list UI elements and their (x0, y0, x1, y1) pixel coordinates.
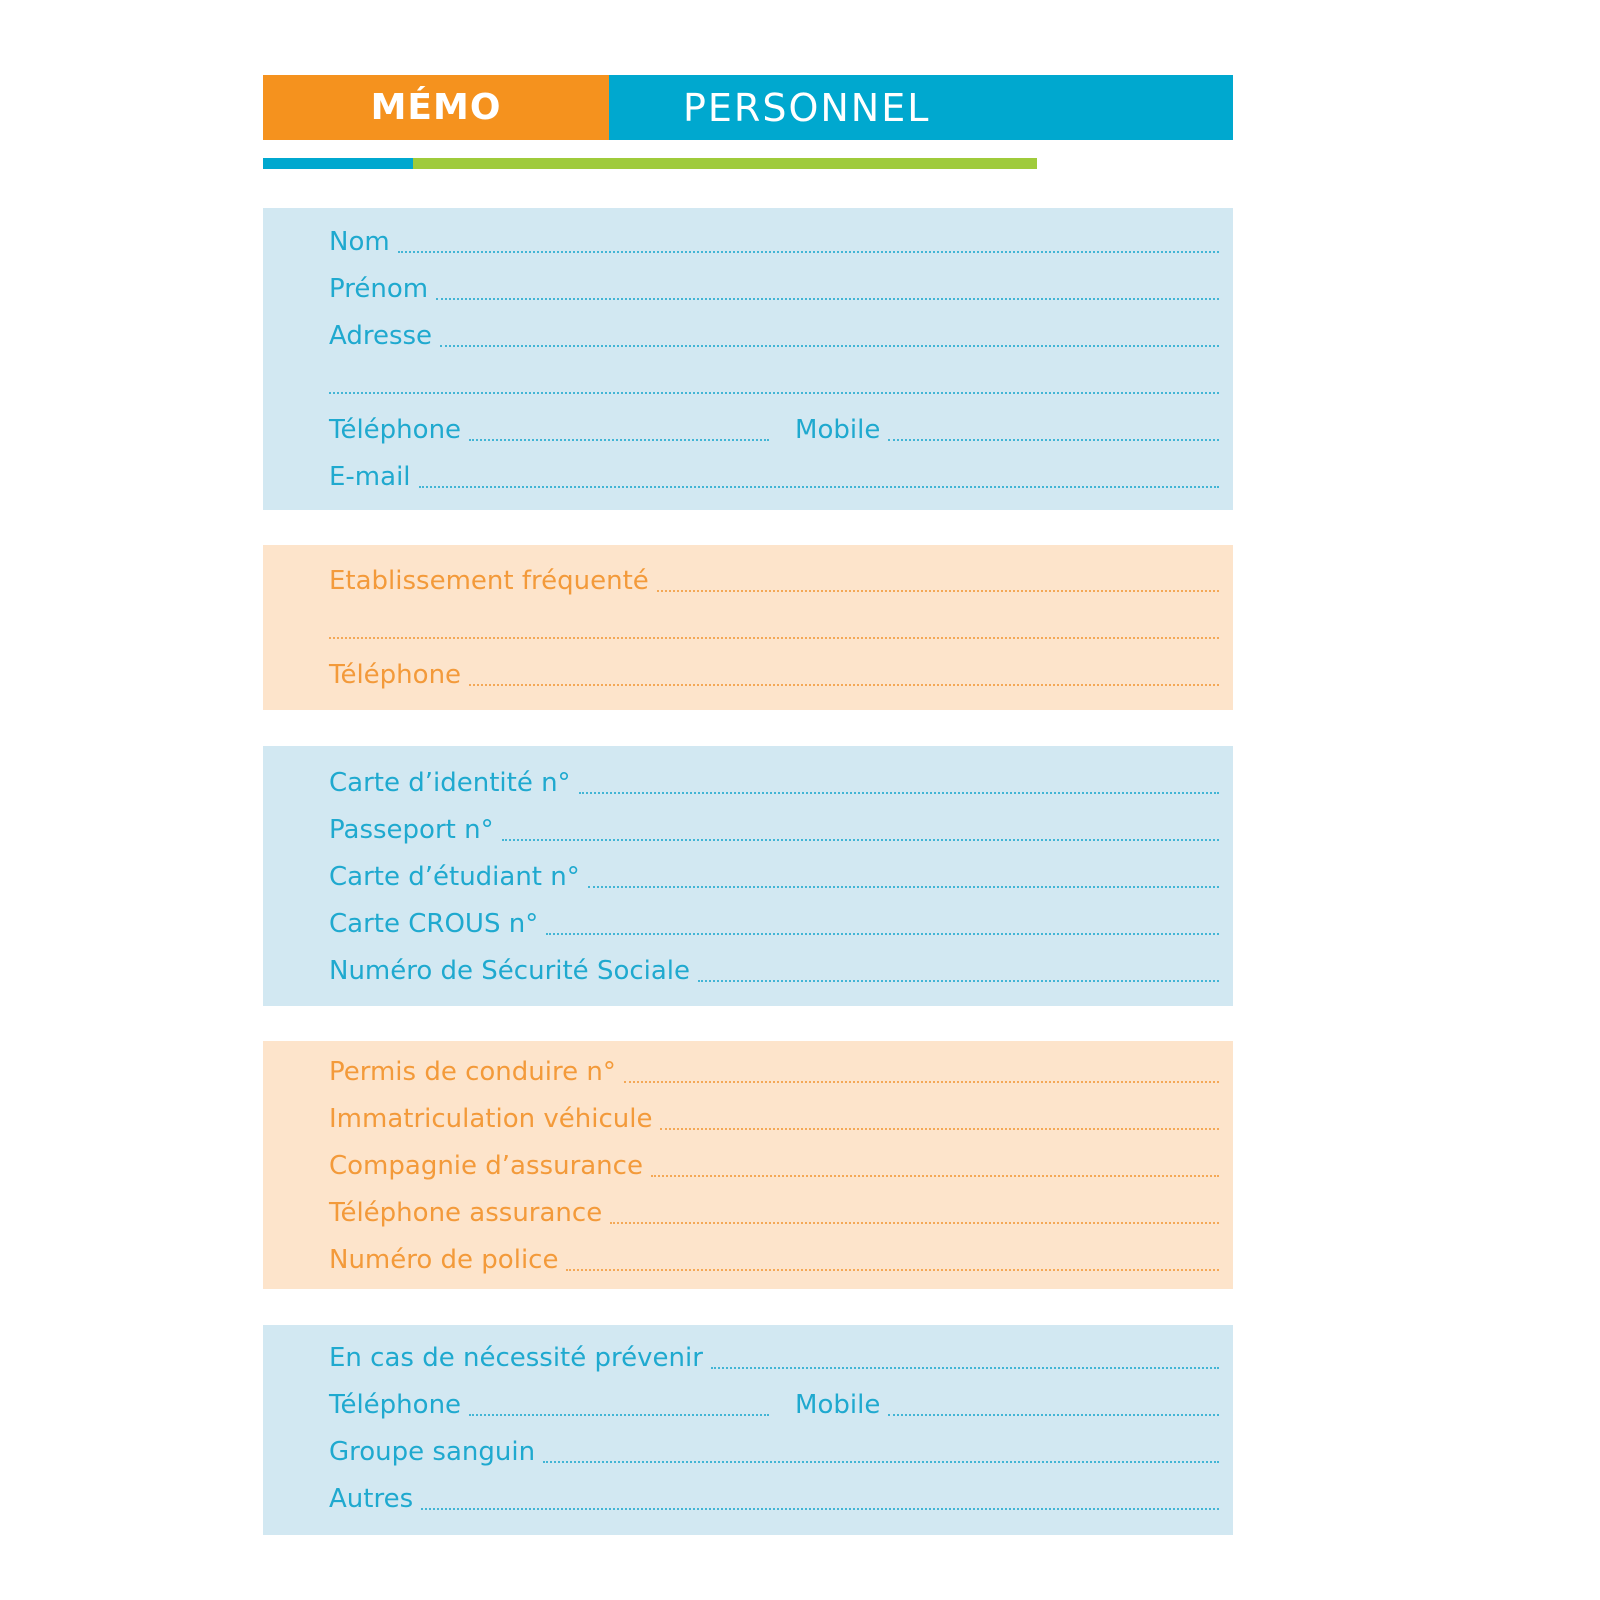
header-memo: MÉMO (263, 75, 609, 140)
prevenir-row[interactable] (329, 1339, 1219, 1373)
adresse-field-2[interactable] (329, 392, 1219, 394)
prevenir-label: En cas de nécessité prévenir (329, 1343, 703, 1373)
school-telephone-row[interactable] (329, 656, 1219, 690)
permis-label: Permis de conduire n° (329, 1057, 616, 1087)
documents-section (263, 746, 1233, 1006)
adresse-label: Adresse (329, 321, 433, 351)
tel-assurance-row[interactable] (329, 1194, 1219, 1228)
vehicle-section (263, 1041, 1233, 1289)
police-row[interactable] (329, 1241, 1219, 1275)
etablissement-row[interactable] (329, 562, 1219, 596)
autres-row[interactable] (329, 1480, 1219, 1514)
secu-label: Numéro de Sécurité Sociale (329, 956, 691, 986)
email-row[interactable] (329, 458, 1219, 492)
mobile-label: Mobile (795, 415, 881, 445)
passeport-field[interactable] (502, 839, 1219, 841)
school-telephone-label: Téléphone (329, 660, 462, 690)
emergency-mobile-field[interactable] (888, 1414, 1219, 1416)
emergency-telephone-label: Téléphone (329, 1390, 462, 1420)
identity-section (263, 208, 1233, 510)
carte-crous-row[interactable] (329, 905, 1219, 939)
email-label: E-mail (329, 462, 411, 492)
telephone-field[interactable] (469, 439, 769, 441)
immatriculation-label: Immatriculation véhicule (329, 1104, 653, 1134)
carte-etudiant-field[interactable] (588, 886, 1219, 888)
compagnie-label: Compagnie d’assurance (329, 1151, 643, 1181)
prenom-label: Prénom (329, 274, 429, 304)
carte-crous-label: Carte CROUS n° (329, 909, 539, 939)
etablissement-label: Etablissement fréquenté (329, 566, 649, 596)
carte-etudiant-label: Carte d’étudiant n° (329, 862, 580, 892)
autres-label: Autres (329, 1484, 414, 1514)
emergency-section (263, 1325, 1233, 1535)
immatriculation-row[interactable] (329, 1100, 1219, 1134)
immatriculation-field[interactable] (660, 1128, 1219, 1130)
header-personnel: PERSONNEL (609, 75, 1233, 140)
passeport-label: Passeport n° (329, 815, 494, 845)
emergency-telephone-row[interactable] (329, 1386, 1219, 1420)
etablissement-field[interactable] (657, 590, 1219, 592)
etablissement-row-2[interactable] (329, 609, 1219, 643)
prenom-row[interactable] (329, 270, 1219, 304)
carte-crous-field[interactable] (546, 933, 1219, 935)
autres-field[interactable] (421, 1508, 1219, 1510)
carte-identite-field[interactable] (579, 792, 1219, 794)
carte-etudiant-row[interactable] (329, 858, 1219, 892)
prevenir-field[interactable] (711, 1367, 1219, 1369)
carte-identite-row[interactable] (329, 764, 1219, 798)
adresse-row[interactable] (329, 317, 1219, 351)
school-section (263, 545, 1233, 710)
emergency-mobile-label: Mobile (795, 1390, 881, 1420)
tel-assurance-field[interactable] (610, 1222, 1219, 1224)
passeport-row[interactable] (329, 811, 1219, 845)
nom-row[interactable] (329, 223, 1219, 257)
carte-identite-label: Carte d’identité n° (329, 768, 571, 798)
police-label: Numéro de police (329, 1245, 559, 1275)
accent-bar-blue (263, 158, 413, 169)
police-field[interactable] (566, 1269, 1219, 1271)
adresse-row-2[interactable] (329, 364, 1219, 398)
email-field[interactable] (419, 486, 1219, 488)
groupe-field[interactable] (543, 1461, 1219, 1463)
nom-label: Nom (329, 227, 390, 257)
emergency-telephone-field[interactable] (469, 1414, 769, 1416)
etablissement-field-2[interactable] (329, 637, 1219, 639)
adresse-field[interactable] (440, 345, 1219, 347)
groupe-row[interactable] (329, 1433, 1219, 1467)
memo-header (263, 75, 1233, 140)
compagnie-row[interactable] (329, 1147, 1219, 1181)
accent-bar-green (413, 158, 1037, 169)
compagnie-field[interactable] (651, 1175, 1219, 1177)
permis-field[interactable] (624, 1081, 1219, 1083)
mobile-field[interactable] (888, 439, 1219, 441)
prenom-field[interactable] (436, 298, 1219, 300)
telephone-row[interactable] (329, 411, 1219, 445)
groupe-label: Groupe sanguin (329, 1437, 536, 1467)
secu-row[interactable] (329, 952, 1219, 986)
tel-assurance-label: Téléphone assurance (329, 1198, 603, 1228)
permis-row[interactable] (329, 1053, 1219, 1087)
school-telephone-field[interactable] (469, 684, 1219, 686)
nom-field[interactable] (398, 251, 1219, 253)
secu-field[interactable] (698, 980, 1219, 982)
telephone-label: Téléphone (329, 415, 462, 445)
